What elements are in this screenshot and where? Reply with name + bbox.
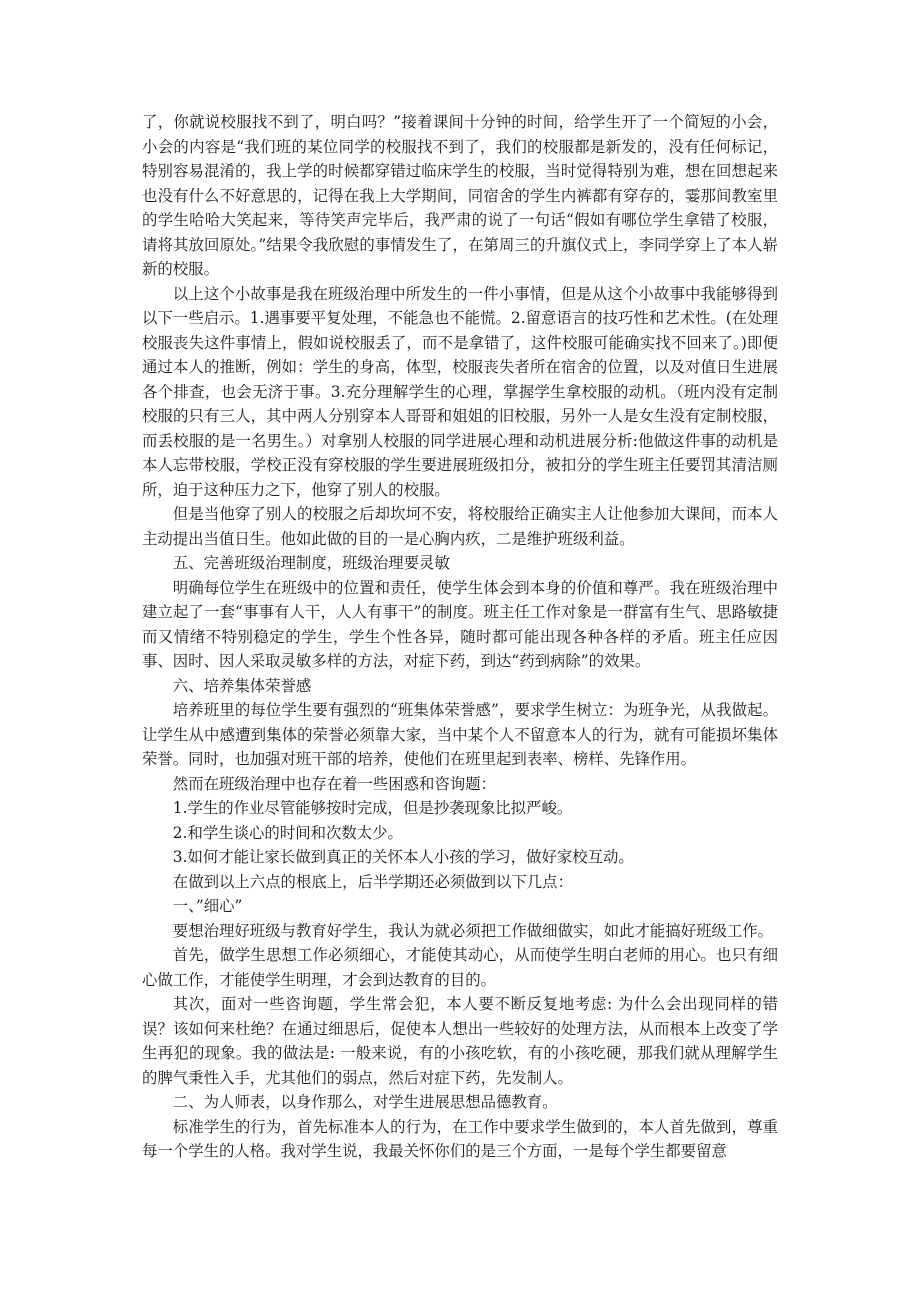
document-body — [142, 110, 778, 1164]
paragraph: 标准学生的行为，首先标准本人的行为，在工作中要求学生做到的，本人首先做到，尊重每一个学生的人格。我对学生说，我最关怀你们的是三个方面，一是每个学生都要留意 — [142, 1117, 778, 1160]
list-item: 2.和学生谈心的时间和次数太少。 — [172, 823, 403, 842]
list-item: 3.如何才能让家长做到真正的关怀本人小孩的学习，做好家校互动。 — [172, 848, 634, 866]
paragraph: 其次，面对一些咨询题，学生常会犯，本人要不断反复地考虑: 为什么会出现同样的错误？该如何来杜绝？在通过细思后，促使本人想出一些较好的处理方法，从而根本上改变了学生再犯的现象。我的做法是: 一般来说，有的小孩吃软，有的小孩吃硬，那我们就从理解学生的脾气秉性入手，尤其他们的弱点，然后对症下药，先发制人。 — [142, 995, 778, 1087]
paragraph: 明确每位学生在班级中的位置和责任，使学生体会到本身的价值和尊严。我在班级治理中建立起了一套“事事有人干，人人有事干”的制度。班主任工作对象是一群富有生气、思路敏捷而又情绪不特别稳定的学生，学生个性各异，随时都可能出现各种各样的矛盾。班主任应因事、因时、因人采取灵敏多样的方法，对症下药，到达“药到病除”的效果。 — [142, 578, 778, 670]
paragraph: 在做到以上六点的根底上，后半学期还必须做到以下几点： — [172, 872, 573, 891]
paragraph: 了，你就说校服找不到了，明白吗？”接着课间十分钟的时间，给学生开了一个简短的小会，小会的内容是“我们班的某位同学的校服找不到了，我们的校服都是新发的，没有任何标记，特别容易混淆的，我上学的时候都穿错过临床学生的校服，当时觉得特别为难，想在回想起来也没有什么不好意思的，记得在我上大学期间，同宿舍的学生内裤都有穿存的，霎那间教室里的学生哈哈大笑起来，等待笑声完毕后，我严肃的说了一句话“假如有哪位学生拿错了校服，请将其放回原处。”结果令我欣慰的事情发生了，在第周三的升旗仪式上，李同学穿上了本人崭新的校服。 — [142, 113, 778, 278]
paragraph: 但是当他穿了别人的校服之后却坎坷不安，将校服给正确实主人让他参加大课间，而本人主动提出当值日生。他如此做的目的一是心胸内疚，二是维护班级利益。 — [142, 505, 778, 548]
paragraph: 以上这个小故事是我在班级治理中所发生的一件小事情，但是从这个小故事中我能够得到以下一些启示。1.遇事要平复处理，不能急也不能慌。2.留意语言的技巧性和艺术性。(在处理校服丧失这件事情上，假如说校服丢了，而不是拿错了，这件校服可能确实找不回来了。)即便通过本人的推断，例如：学生的身高，体型，校服丧失者所在宿舍的位置，以及对值日生进展各个排查，也会无济于事。3.充分理解学生的心理，掌握学生拿校服的动机。（班内没有定制校服的只有三人，其中两人分别穿本人哥哥和姐姐的旧校服，另外一人是女生没有定制校服，而丢校服的是一名男生。）对拿别人校服的同学进展心理和动机进展分析:他做这件事的动机是本人忘带校服，学校正没有穿校服的学生要进展班级扣分，被扣分的学生班主任要罚其清洁厕所，迫于这种压力之下，他穿了别人的校服。 — [142, 284, 778, 499]
section-heading: 二、为人师表，以身作那么，对学生进展思想品德教育。 — [172, 1093, 558, 1111]
list-item: 1.学生的作业尽管能够按时完成，但是抄袭现象比拟严峻。 — [172, 799, 573, 817]
section-heading: 六、培养集体荣誉感 — [172, 676, 312, 695]
paragraph: 培养班里的每位学生要有强烈的“班集体荣誉感”，要求学生树立：为班争光，从我做起。让学生从中感遭到集体的荣誉必须靠大家，当中某个人不留意本人的行为，就有可能损坏集体荣誉。同时，也加强对班干部的培养，使他们在班里起到表率、榜样、先锋作用。 — [142, 701, 778, 768]
paragraph: 要想治理好班级与教育好学生，我认为就必须把工作做细做实，如此才能搞好班级工作。 — [172, 921, 774, 940]
paragraph: 首先，做学生思想工作必须细心，才能使其动心，从而使学生明白老师的用心。也只有细心做工作，才能使学生明理，才会到达教育的目的。 — [142, 946, 778, 989]
section-heading: 五、完善班级治理制度，班级治理要灵敏 — [172, 554, 450, 572]
section-heading: 一、”细心” — [172, 897, 243, 915]
paragraph: 然而在班级治理中也存在着一些困惑和咨询题： — [172, 774, 497, 793]
